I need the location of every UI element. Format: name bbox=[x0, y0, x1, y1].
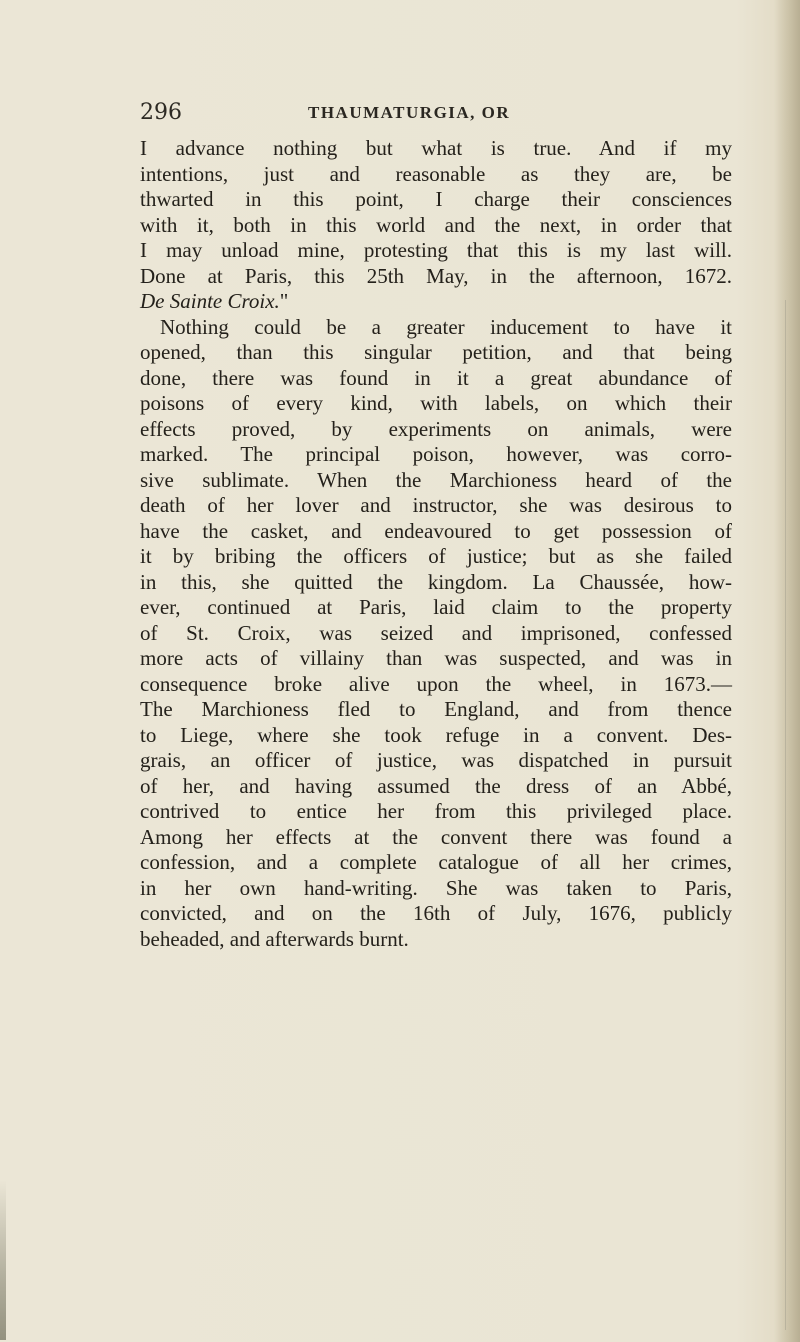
text-line: done, there was found in it a great abundance of bbox=[140, 365, 732, 390]
running-head: THAUMATURGIA, OR bbox=[308, 103, 511, 122]
signature: De Sainte Croix. bbox=[140, 289, 280, 313]
text-line: effects proved, by experiments on animals, were bbox=[140, 416, 732, 441]
text-line: with it, both in this world and the next, in order that bbox=[140, 212, 732, 237]
text-line: confession, and a complete catalogue of all her crimes, bbox=[140, 850, 732, 874]
page-number: 296 bbox=[140, 100, 182, 125]
text-line: The Marchioness fled to England, and from thence bbox=[140, 697, 732, 721]
signature-line bbox=[140, 289, 732, 315]
paragraph-narrative bbox=[140, 315, 732, 953]
text-line: Among her effects at the convent there was found a bbox=[140, 824, 732, 849]
text-line: death of her lover and instructor, she was desirous to bbox=[140, 493, 732, 517]
page-edge-shadow bbox=[774, 0, 800, 1342]
text-line: to Liege, where she took refuge in a convent. Des- bbox=[140, 722, 732, 747]
text-line: of St. Croix, was seized and imprisoned, confessed bbox=[140, 620, 732, 645]
text-line: thwarted in this point, I charge their consciences bbox=[140, 187, 732, 211]
page-edge-line bbox=[785, 300, 786, 1330]
text-line: I may unload mine, protesting that this is my last will. bbox=[140, 238, 732, 262]
paragraph-will bbox=[140, 136, 732, 315]
text-line: in this, she quitted the kingdom. La Chaussée, how- bbox=[140, 569, 732, 594]
text-line: consequence broke alive upon the wheel, in 1673.— bbox=[140, 671, 732, 696]
text-line: intentions, just and reasonable as they are, be bbox=[140, 161, 732, 186]
text-line: have the casket, and endeavoured to get possession of bbox=[140, 518, 732, 543]
body-text bbox=[140, 136, 732, 952]
text-line: Done at Paris, this 25th May, in the afternoon, 1672. bbox=[140, 263, 732, 288]
text-line: convicted, and on the 16th of July, 1676, publicly bbox=[140, 901, 732, 925]
text-line: grais, an officer of justice, was dispatched in pursuit bbox=[140, 748, 732, 772]
text-line: contrived to entice her from this privileged place. bbox=[140, 799, 732, 823]
text-line: more acts of villainy than was suspected, and was in bbox=[140, 646, 732, 670]
text-line: beheaded, and afterwards burnt. bbox=[140, 926, 409, 951]
text-line: opened, than this singular petition, and that being bbox=[140, 340, 732, 364]
text-line: in her own hand-writing. She was taken to Paris, bbox=[140, 875, 732, 900]
text-line: I advance nothing but what is true. And if my bbox=[140, 136, 732, 160]
binding-shadow bbox=[0, 1180, 6, 1340]
text-line: ever, continued at Paris, laid claim to the property bbox=[140, 595, 732, 619]
closing-quote: " bbox=[279, 289, 289, 313]
text-line: marked. The principal poison, however, was corro- bbox=[140, 442, 732, 466]
text-line: it by bribing the officers of justice; but as she failed bbox=[140, 544, 732, 568]
text-line: poisons of every kind, with labels, on which their bbox=[140, 391, 732, 415]
text-line: of her, and having assumed the dress of an Abbé, bbox=[140, 773, 732, 798]
text-line: Nothing could be a greater inducement to have it bbox=[160, 314, 732, 339]
text-line: sive sublimate. When the Marchioness heard of the bbox=[140, 467, 732, 492]
